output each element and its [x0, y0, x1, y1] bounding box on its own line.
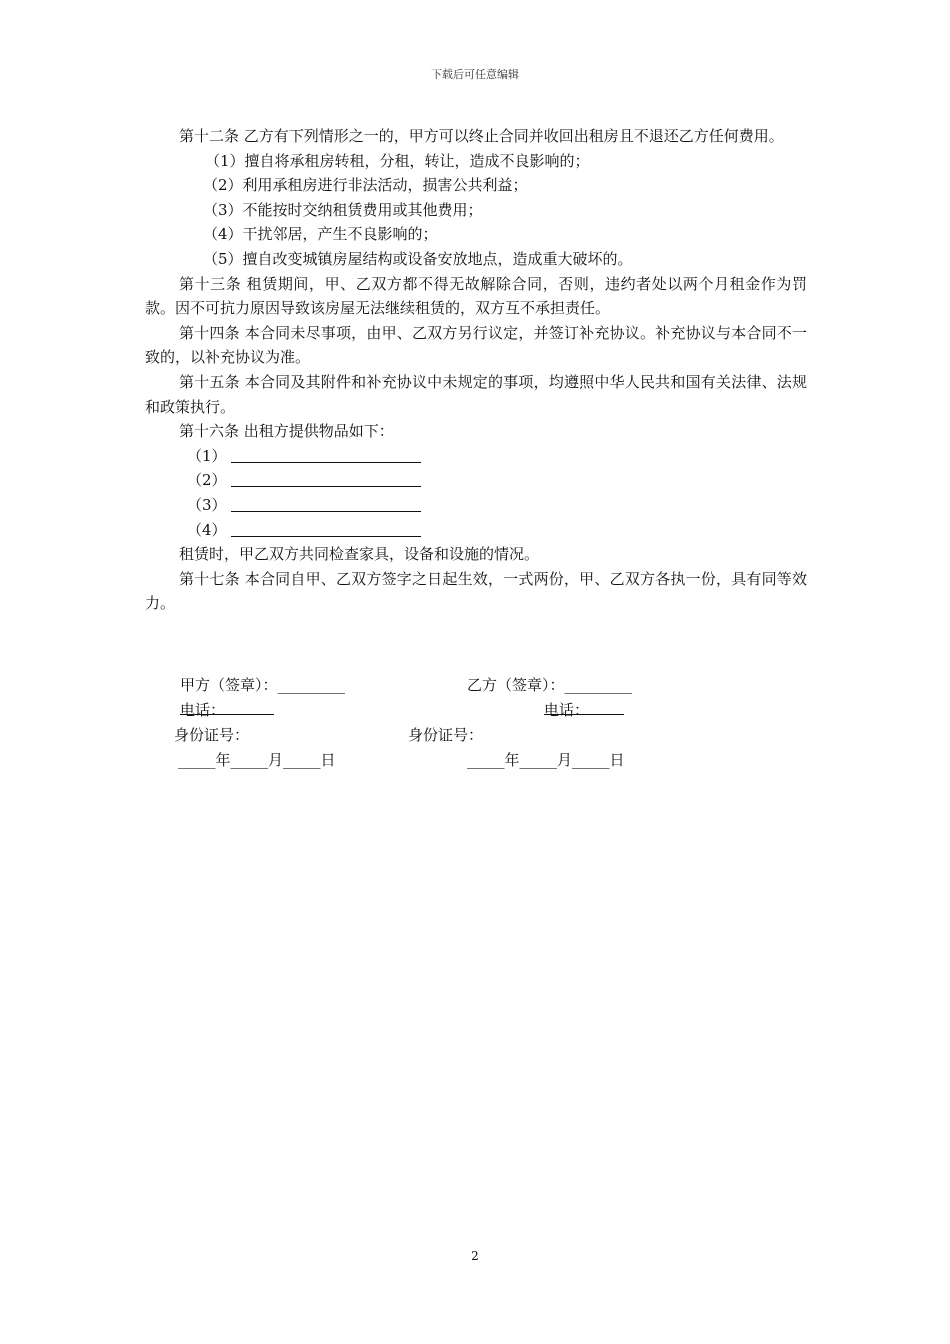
- signature-row: [145, 674, 807, 696]
- supplied-item-1: [145, 444, 807, 469]
- supplied-item-label: （1）: [187, 446, 227, 465]
- article-12-item-5: （5）擅自改变城镇房屋结构或设备安放地点，造成重大破坏的。: [203, 249, 633, 268]
- id-row: [145, 724, 807, 746]
- supplied-item-label: （4）: [187, 520, 227, 539]
- article-16: 第十六条 出租方提供物品如下：: [179, 422, 394, 441]
- fill-in-blank[interactable]: [231, 495, 421, 512]
- supplied-item-4: [145, 518, 807, 543]
- party-a-phone-label: 电话：: [180, 701, 226, 719]
- contract-body: [145, 124, 807, 616]
- party-b-signature: 乙方（签章）：_________: [467, 676, 633, 694]
- fill-in-blank[interactable]: [231, 446, 421, 463]
- fill-in-blank[interactable]: [231, 470, 421, 487]
- article-16-note: 租赁时，甲乙双方共同检查家具，设备和设施的情况。: [179, 545, 540, 564]
- article-12-item-3: （3）不能按时交纳租赁费用或其他费用；: [203, 200, 483, 219]
- party-b-phone-label: 电话：: [544, 701, 590, 719]
- party-a-id-label: 身份证号：: [174, 726, 250, 744]
- party-a-date: _____年_____月_____日: [178, 751, 336, 769]
- page-header: 下载后可任意编辑: [431, 68, 519, 81]
- party-b-date: _____年_____月_____日: [467, 751, 625, 769]
- party-b-id-label: 身份证号：: [408, 726, 484, 744]
- party-a-signature: 甲方（签章）：_________: [180, 676, 346, 694]
- supplied-item-label: （2）: [187, 471, 227, 490]
- fill-in-blank[interactable]: [231, 520, 421, 537]
- article-12-item-1: （1）擅自将承租房转租，分租，转让，造成不良影响的；: [205, 151, 590, 170]
- article-13: 第十三条 租赁期间，甲、乙双方都不得无故解除合同，否则，违约者处以两个月租金作为罚款。因不可抗力原因导致该房屋无法继续租赁的，双方互不承担责任。: [145, 274, 807, 318]
- supplied-item-2: [145, 468, 807, 493]
- article-12-item-2: （2）利用承租房进行非法活动，损害公共利益；: [203, 176, 528, 195]
- article-14: 第十四条 本合同未尽事项，由甲、乙双方另行议定，并签订补充协议。补充协议与本合同不一致的，以补充协议为准。: [145, 323, 807, 367]
- party-a-phone-blank[interactable]: [180, 699, 274, 715]
- article-15: 第十五条 本合同及其附件和补充协议中未规定的事项，均遵照中华人民共和国有关法律、法规和政策执行。: [145, 372, 807, 416]
- phone-row: [145, 699, 807, 721]
- article-17: 第十七条 本合同自甲、乙双方签字之日起生效，一式两份，甲、乙双方各执一份，具有同等效力。: [145, 569, 807, 613]
- supplied-item-3: [145, 493, 807, 518]
- page-number: 2: [471, 1249, 479, 1263]
- date-row: [145, 749, 807, 771]
- party-b-phone-blank[interactable]: [544, 699, 624, 715]
- article-12: 第十二条 乙方有下列情形之一的，甲方可以终止合同并收回出租房且不退还乙方任何费用。: [179, 127, 784, 145]
- supplied-item-label: （3）: [187, 495, 227, 514]
- article-12-item-4: （4）干扰邻居，产生不良影响的；: [203, 225, 438, 244]
